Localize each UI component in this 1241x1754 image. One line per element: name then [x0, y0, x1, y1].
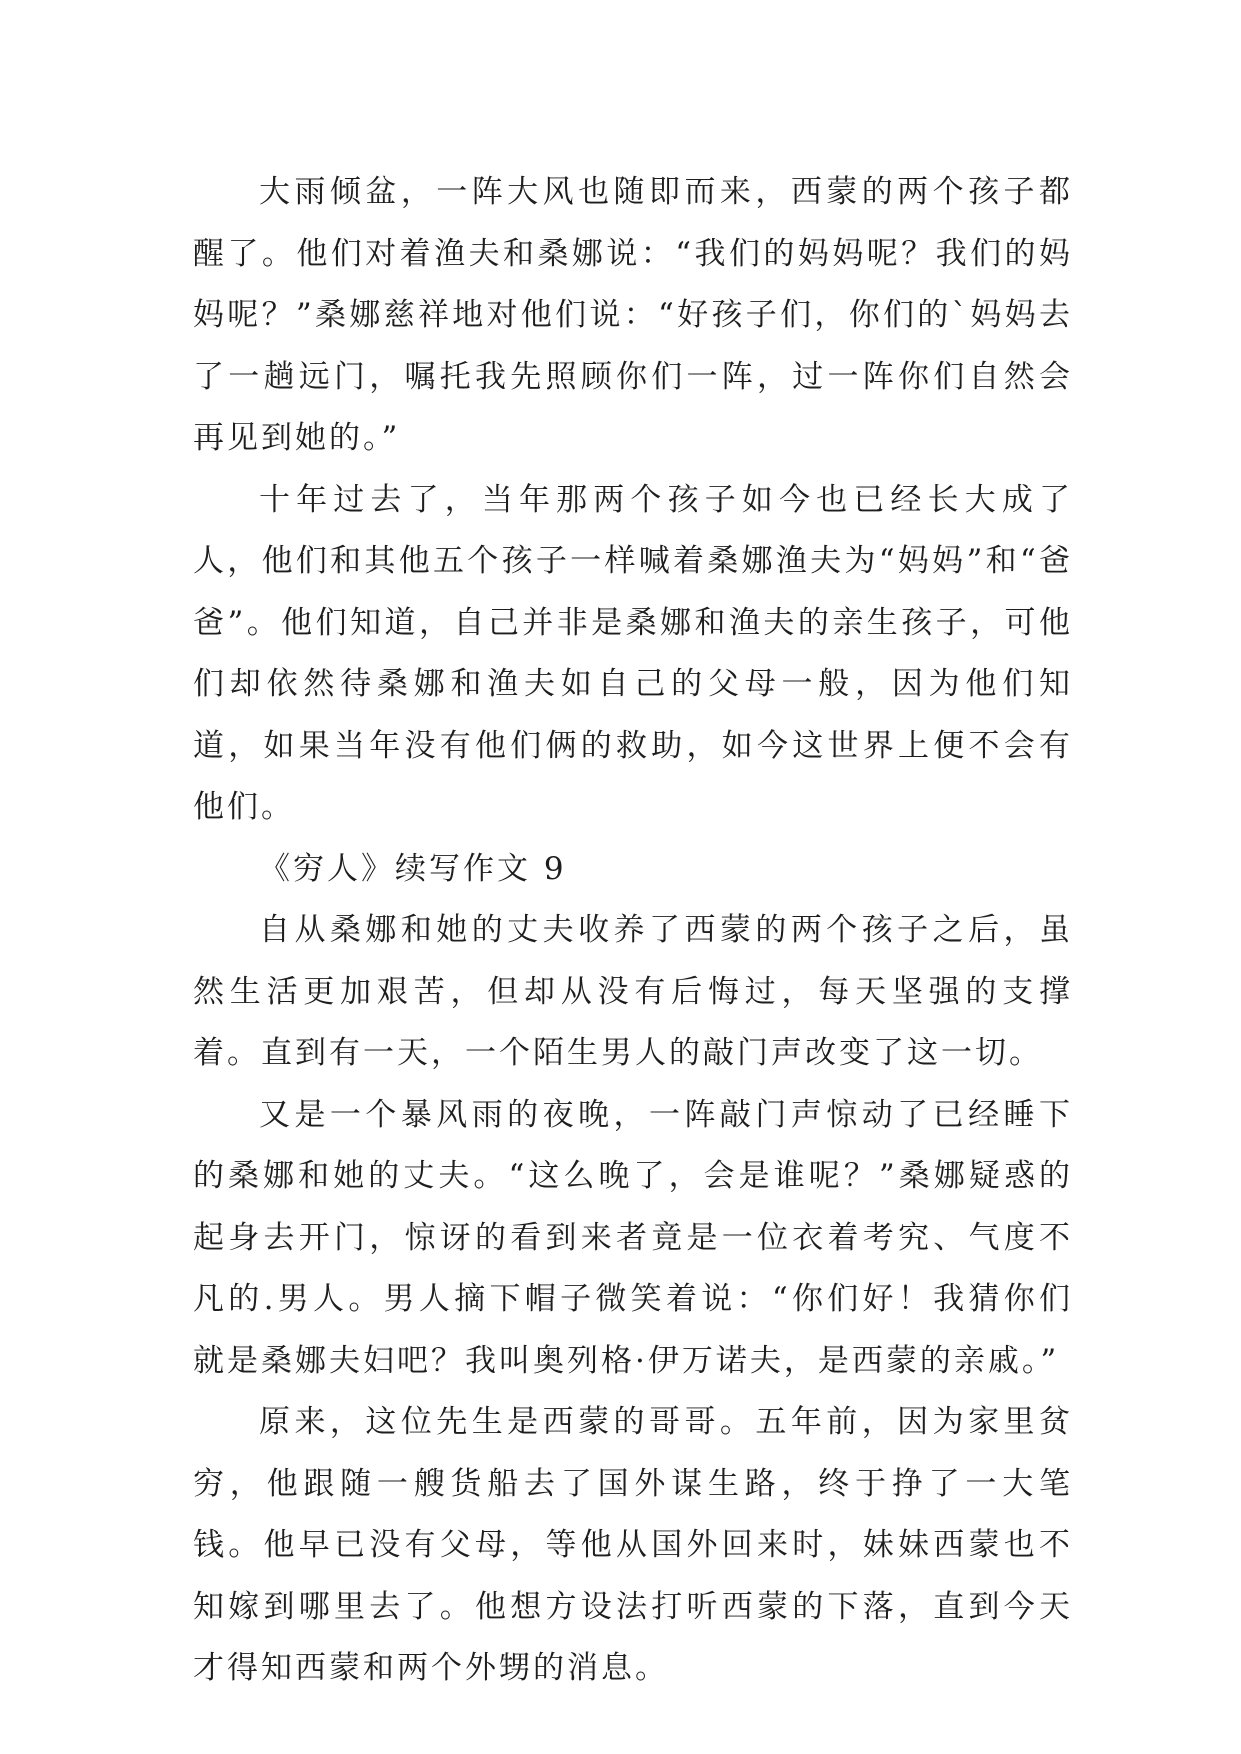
paragraph: 自从桑娜和她的丈夫收养了西蒙的两个孩子之后，虽然生活更加艰苦，但却从没有后悔过，每天坚强的支撑着。直到有一天，一个陌生男人的敲门声改变了这一切。 [193, 912, 1073, 1071]
paragraph: 又是一个暴风雨的夜晚，一阵敲门声惊动了已经睡下的桑娜和她的丈夫。“这么晚了，会是谁呢？”桑娜疑惑的起身去开门，惊讶的看到来者竟是一位衣着考究、气度不凡的.男人。男人摘下帽子微笑着说：“你们好！我猜你们就是桑娜夫妇吧？我叫奥列格·伊万诺夫，是西蒙的亲戚。” [193, 1096, 1073, 1379]
paragraph: 原来，这位先生是西蒙的哥哥。五年前，因为家里贫穷，他跟随一艘货船去了国外谋生路，终于挣了一大笔钱。他早已没有父母，等他从国外回来时，妹妹西蒙也不知嫁到哪里去了。他想方设法打听西蒙的下落，直到今天才得知西蒙和两个外甥的消息。 [193, 1404, 1073, 1686]
paragraph: 大雨倾盆，一阵大风也随即而来，西蒙的两个孩子都醒了。他们对着渔夫和桑娜说：“我们的妈妈呢？我们的妈妈呢？”桑娜慈祥地对他们说：“好孩子们，你们的`妈妈去了一趟远门，嘱托我先照顾你们一阵，过一阵你们自然会再见到她的。” [193, 174, 1073, 456]
document-body [193, 162, 1073, 1700]
section-heading: 《穷人》续写作文 9 [259, 850, 567, 887]
paragraph: 十年过去了，当年那两个孩子如今也已经长大成了人，他们和其他五个孩子一样喊着桑娜渔夫为“妈妈”和“爸爸”。他们知道，自己并非是桑娜和渔夫的亲生孩子，可他们却依然待桑娜和渔夫如自己的父母一般，因为他们知道，如果当年没有他们俩的救助，如今这世界上便不会有他们。 [193, 481, 1073, 825]
